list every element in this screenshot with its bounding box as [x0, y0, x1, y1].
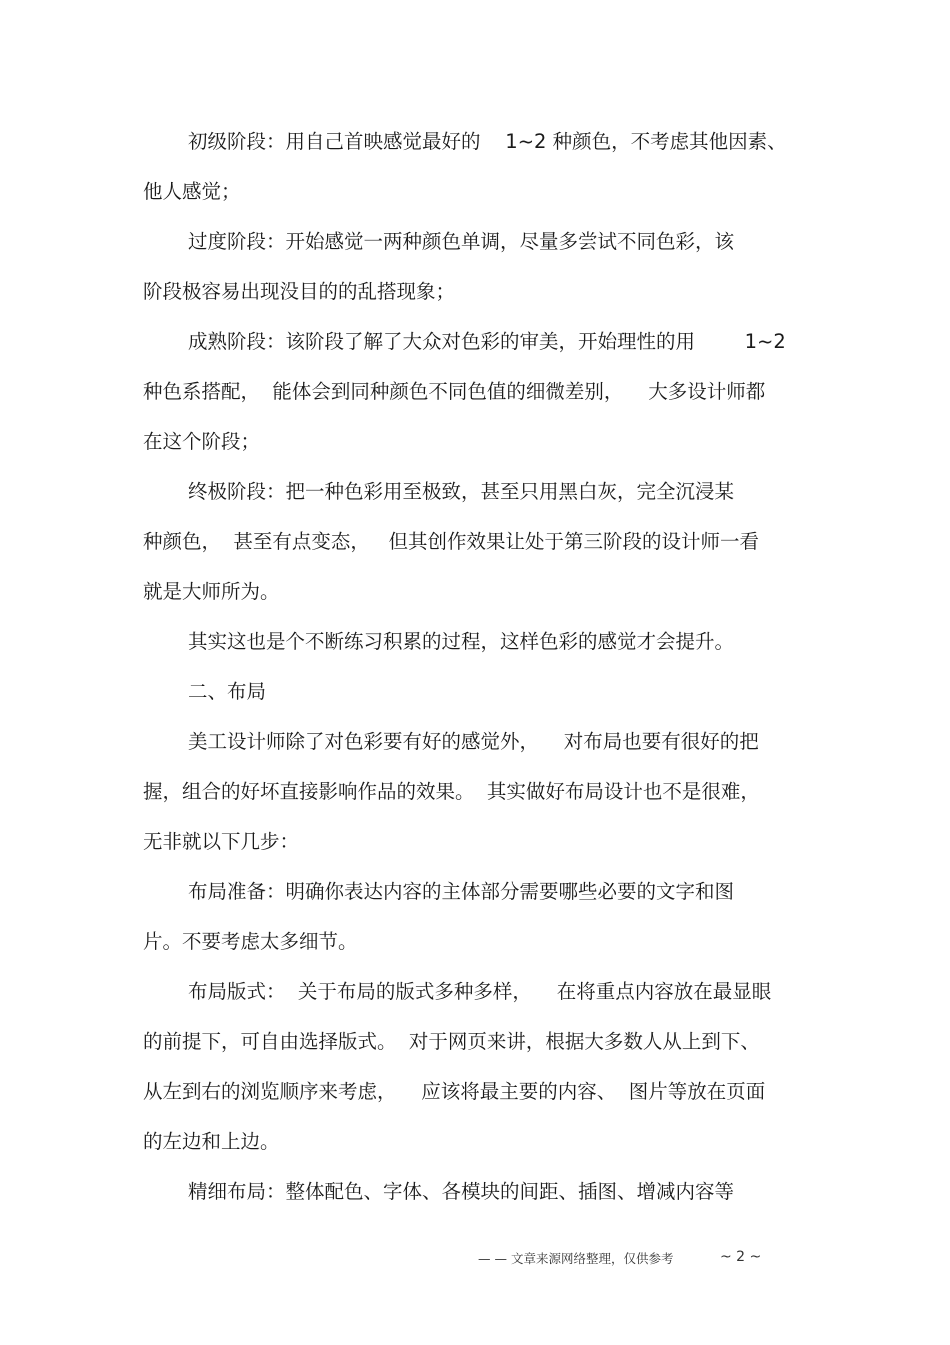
paragraph-line: 初级阶段：用自己首映感觉最好的 1~2 种颜色，不考虑其他因素、: [188, 130, 787, 153]
paragraph-line: 握，组合的好坏直接影响作品的效果。 其实做好布局设计也不是很难，: [143, 780, 760, 803]
paragraph-line: 种色系搭配， 能体会到同种颜色不同色值的细微差别， 大多设计师都: [143, 380, 766, 403]
paragraph-line: 片。不要考虑太多细节。: [143, 930, 358, 953]
paragraph-line: 的左边和上边。: [143, 1130, 280, 1153]
page-number: ~ 2 ~: [720, 1249, 762, 1265]
paragraph-line: 种颜色， 甚至有点变态， 但其创作效果让处于第三阶段的设计师一看: [143, 530, 759, 553]
section-heading: 二、布局: [188, 680, 267, 703]
paragraph-line: 过度阶段：开始感觉一两种颜色单调，尽量多尝试不同色彩，该: [188, 230, 735, 253]
paragraph-line: 布局准备：明确你表达内容的主体部分需要哪些必要的文字和图: [188, 880, 735, 903]
paragraph-line: 的前提下，可自由选择版式。 对于网页来讲，根据大多数人从上到下、: [143, 1030, 760, 1053]
paragraph-line: 就是大师所为。: [143, 580, 280, 603]
paragraph-line: 无非就以下几步：: [143, 830, 300, 853]
paragraph-line: 美工设计师除了对色彩要有好的感觉外， 对布局也要有很好的把: [188, 730, 759, 753]
paragraph-line: 其实这也是个不断练习积累的过程，这样色彩的感觉才会提升。: [188, 630, 735, 653]
footer-source-note: — — 文章来源网络整理，仅供参考: [478, 1251, 674, 1266]
paragraph-line: 终极阶段：把一种色彩用至极致，甚至只用黑白灰，完全沉浸某: [188, 480, 735, 503]
paragraph-line: 布局版式： 关于布局的版式多种多样， 在将重点内容放在最显眼: [188, 980, 772, 1003]
paragraph-line: 从左到右的浏览顺序来考虑， 应该将最主要的内容、 图片等放在页面: [143, 1080, 766, 1103]
paragraph-line: 阶段极容易出现没目的的乱搭现象；: [143, 280, 456, 303]
paragraph-line: 在这个阶段；: [143, 430, 261, 453]
paragraph-line: 他人感觉；: [143, 180, 241, 203]
paragraph-line: 成熟阶段：该阶段了解了大众对色彩的审美，开始理性的用 1~2: [188, 330, 786, 353]
paragraph-line: 精细布局：整体配色、字体、各模块的间距、插图、增减内容等: [188, 1180, 735, 1203]
